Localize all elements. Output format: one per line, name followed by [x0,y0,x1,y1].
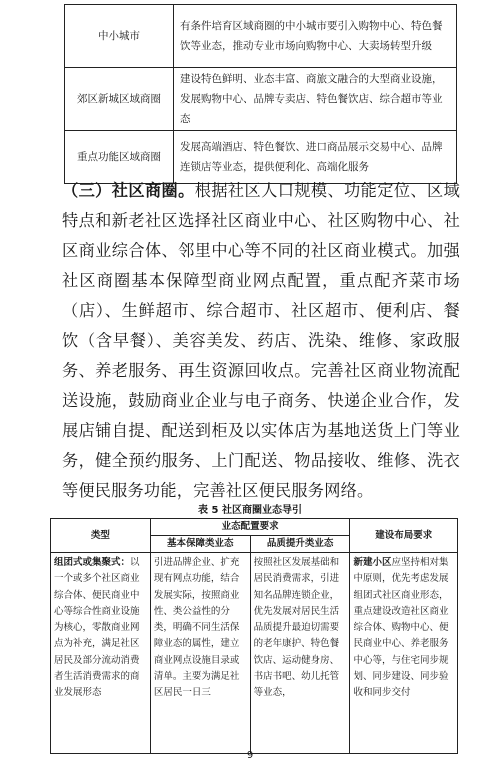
header-layout: 建设布局要求 [350,519,458,553]
table-row [51,553,458,754]
type-bold: 组团式或集聚式： [54,557,131,568]
page-number: 9 [246,750,254,761]
table-row [65,5,457,68]
table-row [65,68,457,131]
table-cell: 建设特色鲜明、业态丰富、商旅文融合的大型商业设施，发展购物中心、品牌专卖店、特色餐饮店、综合超市等业态 [174,68,457,131]
section-paragraph [62,176,460,506]
top-table [64,4,457,184]
table-cell: 重点功能区域商圈 [65,131,174,184]
cell-quality: 按照社区发展基础和居民消费需求，引进知名品牌连锁企业，优先发展对居民生活品质提升最迫切需要的老年康护、特色餐饮店、运动健身房、书店书吧、幼儿托管等业态， [250,553,350,754]
header-quality: 品质提升类业态 [250,536,350,553]
layout-bold: 新建小区 [353,557,392,568]
layout-text: 应坚持相对集中原则，优先考虑发展组团式社区商业形态，重点建设改造社区商业综合体、购物中心、便民商业中心、养老服务中心等，与住宅同步规划、同步建设、同步验收和同步交付 [353,557,449,699]
table-cell: 有条件培育区域商圈的中小城市要引入购物中心、特色餐饮等业态，推动专业市场向购物中心、大卖场转型升级 [174,5,457,68]
table-title: 表 5 社区商圈业态导引 [198,505,302,516]
table-cell: 郊区新城区域商圈 [65,68,174,131]
table-cell: 中小城市 [65,5,174,68]
cell-basic: 引进品牌企业、扩充现有网点功能，结合发展实际，按照商业性、类公益性的分类，明确不同生活保障业态的属性，建立商业网点设施目录或清单。主要为满足社区居民一日三 [150,553,250,754]
type-text: 以一个或多个社区商业综合体、便民商业中心等综合性商业设施为核心，零散商业网点为补充，满足社区居民及部分流动消费者生活消费需求的商业发展形态 [54,557,140,699]
section-body: 根据社区人口规模、功能定位、区域特点和新老社区选择社区商业中心、社区购物中心、社区商业综合体、邻里中心等不同的社区商业模式。加强社区商圈基本保障型商业网点配置，重点配齐菜市场（店）、生鲜超市、综合超市、社区超市、便利店、餐饮（含早餐）、美容美发、药店、洗染、维修、家政服务、养老服务、再生资源回收点。完善社区商业物流配送设施，鼓励商业企业与电子商务、快递企业合作，发展店铺自提、配送到柜及以实体店为基地送货上门等业务，健全预约服务、上门配送、物品接收、维修、洗衣等便民服务功能，完善社区便民服务网络。 [62,181,460,500]
section-heading: （三）社区商圈。 [62,181,195,200]
table-cell: 发展高端酒店、特色餐饮、进口商品展示交易中心、品牌连锁店等业态，提供便利化、高端化服务 [174,131,457,184]
header-basic: 基本保障类业态 [150,536,250,553]
header-type: 类型 [51,519,151,553]
table5 [50,518,458,754]
cell-type [51,553,151,754]
cell-layout [350,553,458,754]
header-config: 业态配置要求 [150,519,350,536]
table-header-row [51,519,458,536]
